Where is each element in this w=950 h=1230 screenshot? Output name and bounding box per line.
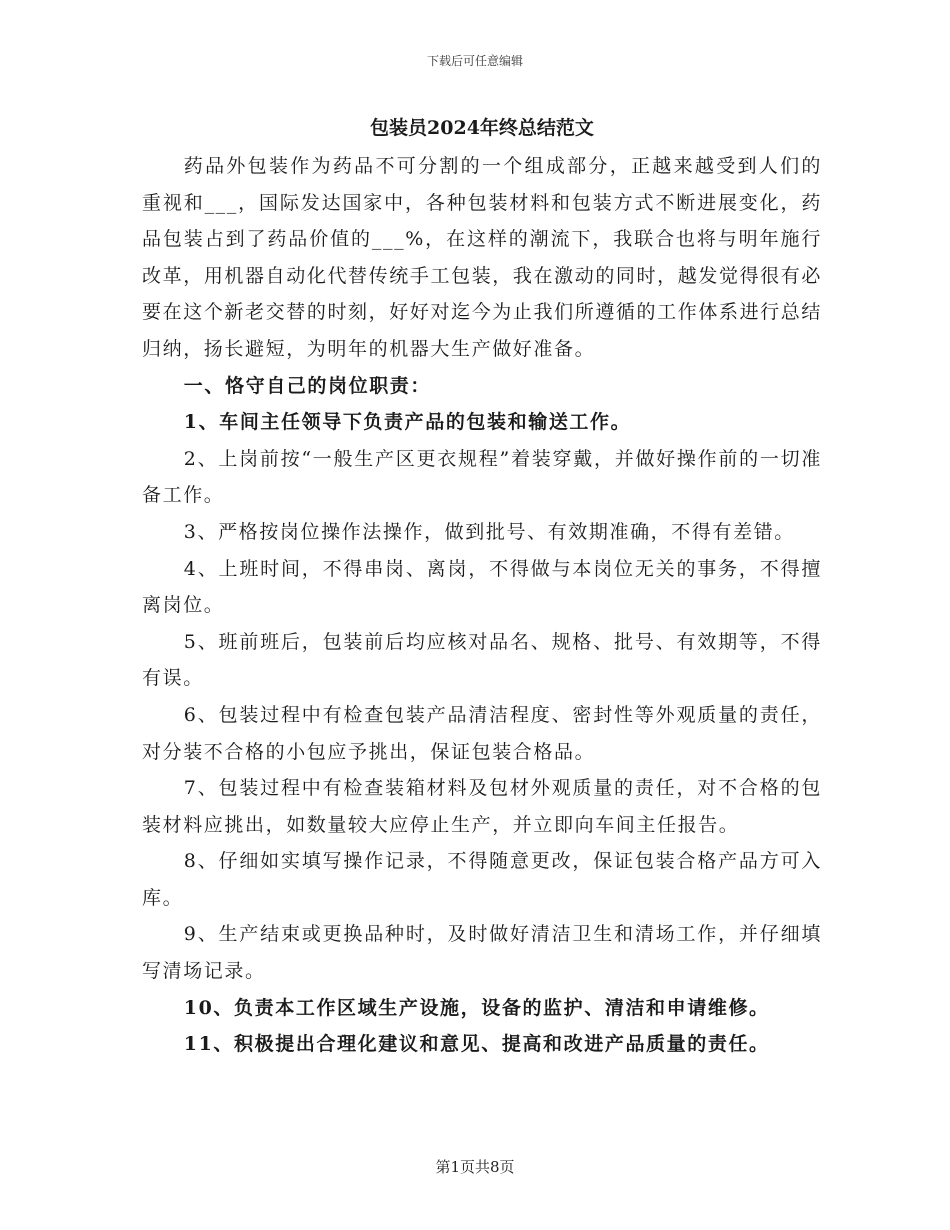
document-body — [142, 112, 822, 1063]
paragraph-list — [142, 148, 822, 1063]
paragraph: 10、负责本工作区域生产设施，设备的监护、清洁和申请维修。 — [183, 996, 770, 1019]
paragraph: 3、严格按岗位操作法操作，做到批号、有效期准确，不得有差错。 — [183, 520, 795, 543]
paragraph: 2、上岗前按“一般生产区更衣规程”着装穿戴，并做好操作前的一切准备工作。 — [142, 447, 822, 507]
page-number-indicator: 第1页共8页 — [435, 1158, 515, 1176]
paragraph: 6、包装过程中有检查包装产品清洁程度、密封性等外观质量的责任，对分装不合格的小包应予挑出，保证包装合格品。 — [142, 703, 822, 763]
paragraph: 药品外包装作为药品不可分割的一个组成部分，正越来越受到人们的重视和___，国际发达国家中，各种包装材料和包装方式不断进展变化，药品包装占到了药品价值的___%，在这样的潮流下，我联合也将与明年施行改革，用机器自动化代替传统手工包装，我在激动的同时，越发觉得很有必要在这个新老交替的时刻，好好对迄今为止我们所遵循的工作体系进行总结归纳，扬长避短，为明年的机器大生产做好准备。 — [142, 155, 822, 360]
paragraph: 1、车间主任领导下负责产品的包装和输送工作。 — [183, 411, 632, 434]
paragraph: 9、生产结束或更换品种时，及时做好清洁卫生和清场工作，并仔细填写清场记录。 — [142, 923, 822, 983]
paragraph: 8、仔细如实填写操作记录，不得随意更改，保证包装合格产品方可入库。 — [142, 850, 822, 909]
paragraph: 一、恪守自己的岗位职责： — [183, 374, 431, 397]
paragraph: 4、上班时间，不得串岗、离岗，不得做与本岗位无关的事务，不得擅离岗位。 — [142, 557, 822, 617]
paragraph: 5、班前班后，包装前后均应核对品名、规格、批号、有效期等，不得有误。 — [142, 630, 822, 690]
paragraph: 11、积极提出合理化建议和意见、提高和改进产品质量的责任。 — [183, 1033, 770, 1056]
document-title: 包装员2024年终总结范文 — [370, 117, 594, 139]
page-header-note: 下载后可任意编辑 — [426, 54, 523, 68]
paragraph: 7、包装过程中有检查装箱材料及包材外观质量的责任，对不合格的包装材料应挑出，如数量较大应停止生产，并立即向车间主任报告。 — [142, 777, 822, 836]
